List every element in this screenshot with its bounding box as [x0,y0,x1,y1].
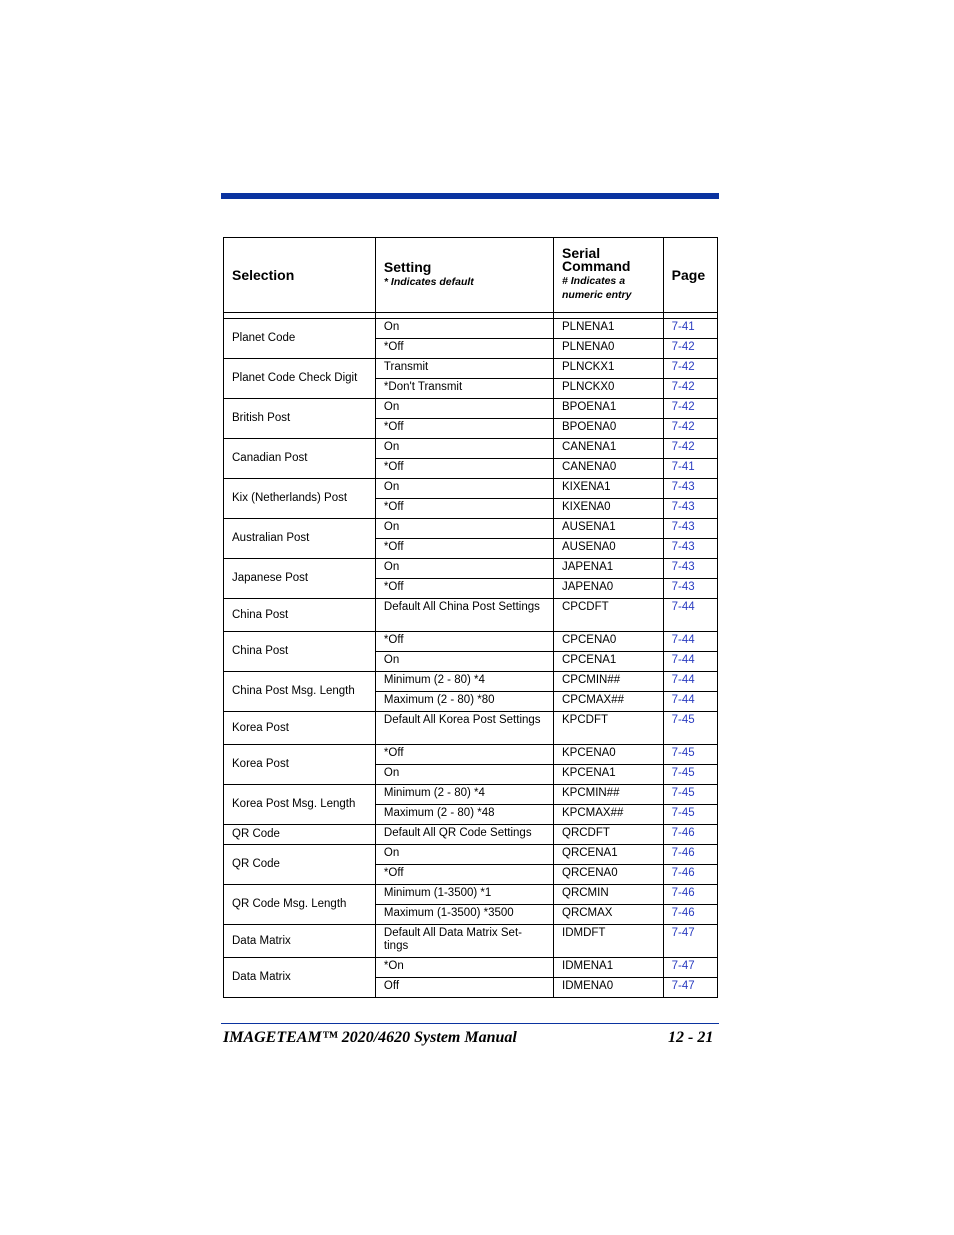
serial-command-cell: QRCMIN [554,885,664,905]
serial-command-cell: CANENA0 [554,459,664,479]
page-cell [663,672,717,692]
selection-cell: Kix (Netherlands) Post [224,479,376,519]
setting-cell: On [375,519,553,539]
page-link[interactable]: 7-46 [671,887,695,899]
serial-command-cell: CPCENA1 [554,652,664,672]
setting-cell: Default All QR Code Settings [375,825,553,845]
selection-cell: Planet Code Check Digit [224,359,376,399]
selection-cell: QR Code [224,845,376,885]
page-cell [663,319,717,339]
serial-command-cell: IDMENA1 [554,958,664,978]
selection-cell: British Post [224,399,376,439]
serial-command-cell: QRCMAX [554,905,664,925]
setting-cell: *Off [375,499,553,519]
page-link[interactable]: 7-45 [671,767,695,779]
page-link[interactable]: 7-42 [671,421,695,433]
page-link[interactable]: 7-45 [671,714,695,726]
page-cell [663,519,717,539]
table-row [224,399,718,419]
page-cell [663,419,717,439]
page-link[interactable]: 7-44 [671,674,695,686]
page-cell [663,765,717,785]
table-header-row [224,238,718,313]
setting-cell: On [375,652,553,672]
serial-command-cell: IDMENA0 [554,978,664,998]
page-cell [663,825,717,845]
setting-cell: Transmit [375,359,553,379]
page-link[interactable]: 7-42 [671,401,695,413]
setting-cell: *Don't Transmit [375,379,553,399]
serial-command-cell: KPCMAX## [554,805,664,825]
page-link[interactable]: 7-41 [671,461,695,473]
selection-cell: Planet Code [224,319,376,359]
setting-cell: On [375,845,553,865]
page-link[interactable]: 7-45 [671,747,695,759]
table-row [224,359,718,379]
setting-cell: *Off [375,419,553,439]
setting-cell: On [375,319,553,339]
page-cell [663,978,717,998]
serial-command-cell: KPCENA1 [554,765,664,785]
setting-cell: On [375,765,553,785]
table-row [224,925,718,958]
page-cell [663,745,717,765]
table-row [224,672,718,692]
page-cell [663,599,717,632]
selection-cell: China Post [224,599,376,632]
page-link[interactable]: 7-44 [671,654,695,666]
serial-command-cell: CPCENA0 [554,632,664,652]
setting-cell: *Off [375,339,553,359]
page-link[interactable]: 7-45 [671,787,695,799]
serial-command-cell: PLNENA0 [554,339,664,359]
page-cell [663,459,717,479]
setting-cell: Off [375,978,553,998]
page-link[interactable]: 7-43 [671,581,695,593]
header-setting-note: * Indicates default [383,275,474,288]
page-link[interactable]: 7-47 [671,960,695,972]
table-body [224,319,718,998]
serial-command-cell: QRCENA1 [554,845,664,865]
table-row [224,958,718,978]
footer-page-number: 12 - 21 [668,1029,714,1046]
selection-cell: Australian Post [224,519,376,559]
table-row [224,825,718,845]
table-row [224,599,718,632]
page-cell [663,559,717,579]
page-link[interactable]: 7-43 [671,481,695,493]
footer-rule [221,1023,719,1024]
page-cell [663,905,717,925]
setting-cell: Minimum (1-3500) *1 [375,885,553,905]
page-cell [663,359,717,379]
selection-cell: Data Matrix [224,958,376,998]
page-cell [663,712,717,745]
header-setting: Setting * Indicates default [375,238,553,313]
page-cell [663,399,717,419]
serial-command-cell: IDMDFT [554,925,664,958]
page-link[interactable]: 7-45 [671,807,695,819]
page-link[interactable]: 7-44 [671,601,695,613]
serial-command-cell: CANENA1 [554,439,664,459]
setting-cell: On [375,559,553,579]
selection-cell: China Post Msg. Length [224,672,376,712]
page-link[interactable]: 7-47 [671,927,695,939]
page-cell [663,865,717,885]
serial-command-cell: PLNCKX0 [554,379,664,399]
header-serial-note-2: numeric entry [562,289,632,301]
setting-cell: *Off [375,579,553,599]
page-link[interactable]: 7-46 [671,907,695,919]
serial-command-cell: KPCDFT [554,712,664,745]
serial-command-cell: CPCMAX## [554,692,664,712]
serial-command-cell: CPCMIN## [554,672,664,692]
page-cell [663,925,717,958]
header-page: Page [663,238,717,313]
page-cell [663,652,717,672]
table-row [224,319,718,339]
page-cell [663,579,717,599]
table-row [224,632,718,652]
table-row [224,559,718,579]
serial-command-cell: PLNCKX1 [554,359,664,379]
serial-command-cell: KIXENA0 [554,499,664,519]
serial-command-cell: JAPENA0 [554,579,664,599]
command-table [223,237,718,998]
header-rule [221,193,719,199]
page-cell [663,785,717,805]
setting-cell: Minimum (2 - 80) *4 [375,672,553,692]
page-link[interactable]: 7-42 [671,441,695,453]
page-link[interactable]: 7-42 [671,381,695,393]
table-row [224,519,718,539]
setting-cell: Default All Korea Post Settings [375,712,553,745]
page-cell [663,339,717,359]
selection-cell: Data Matrix [224,925,376,958]
page-link[interactable]: 7-46 [671,867,695,879]
page-cell [663,885,717,905]
selection-cell: Japanese Post [224,559,376,599]
table-row [224,479,718,499]
page-link[interactable]: 7-42 [671,341,695,353]
setting-cell: Default All Data Matrix Set-tings [375,925,553,958]
page-cell [663,692,717,712]
page-link[interactable]: 7-43 [671,521,695,533]
page-link[interactable]: 7-47 [671,980,695,992]
selection-cell: China Post [224,632,376,672]
page-cell [663,958,717,978]
serial-command-cell: PLNENA1 [554,319,664,339]
table-row [224,885,718,905]
serial-command-cell: KPCENA0 [554,745,664,765]
selection-cell: Canadian Post [224,439,376,479]
page-cell [663,539,717,559]
page-link[interactable]: 7-43 [671,561,695,573]
page-link[interactable]: 7-44 [671,694,695,706]
setting-cell: Maximum (2 - 80) *80 [375,692,553,712]
setting-cell: Maximum (2 - 80) *48 [375,805,553,825]
page-cell [663,845,717,865]
setting-cell: *Off [375,745,553,765]
page-link[interactable]: 7-46 [671,827,695,839]
serial-command-cell: AUSENA1 [554,519,664,539]
header-selection: Selection [224,238,376,313]
page-link[interactable]: 7-46 [671,847,695,859]
page-link[interactable]: 7-42 [671,361,695,373]
page-link[interactable]: 7-44 [671,634,695,646]
serial-command-cell: BPOENA1 [554,399,664,419]
setting-cell: Minimum (2 - 80) *4 [375,785,553,805]
setting-cell: On [375,479,553,499]
page-cell [663,379,717,399]
serial-command-cell: KPCMIN## [554,785,664,805]
setting-cell: On [375,439,553,459]
serial-command-cell: BPOENA0 [554,419,664,439]
serial-command-cell: QRCDFT [554,825,664,845]
selection-cell: Korea Post Msg. Length [224,785,376,825]
header-serial-note-1: # Indicates a [562,275,626,287]
serial-command-cell: KIXENA1 [554,479,664,499]
table-row [224,785,718,805]
page-cell [663,499,717,519]
selection-cell: QR Code Msg. Length [224,885,376,925]
serial-command-cell: QRCENA0 [554,865,664,885]
selection-cell: QR Code [224,825,376,845]
selection-cell: Korea Post [224,712,376,745]
serial-command-cell: AUSENA0 [554,539,664,559]
footer-title: IMAGETEAM™ 2020/4620 System Manual [223,1029,517,1046]
page-link[interactable]: 7-43 [671,501,695,513]
setting-cell: Default All China Post Settings [375,599,553,632]
page-cell [663,632,717,652]
setting-cell: On [375,399,553,419]
setting-cell: *Off [375,865,553,885]
page-cell [663,479,717,499]
page-cell [663,439,717,459]
page-link[interactable]: 7-41 [671,321,695,333]
serial-command-cell: CPCDFT [554,599,664,632]
setting-cell: *Off [375,459,553,479]
table-row [224,745,718,765]
setting-cell: Maximum (1-3500) *3500 [375,905,553,925]
table-row [224,439,718,459]
serial-command-cell: JAPENA1 [554,559,664,579]
setting-cell: *Off [375,632,553,652]
setting-cell: *On [375,958,553,978]
table-row [224,845,718,865]
table-row [224,712,718,745]
page-link[interactable]: 7-43 [671,541,695,553]
page-cell [663,805,717,825]
header-serial-command: Serial Command # Indicates a numeric entry [554,238,664,313]
selection-cell: Korea Post [224,745,376,785]
setting-cell: *Off [375,539,553,559]
